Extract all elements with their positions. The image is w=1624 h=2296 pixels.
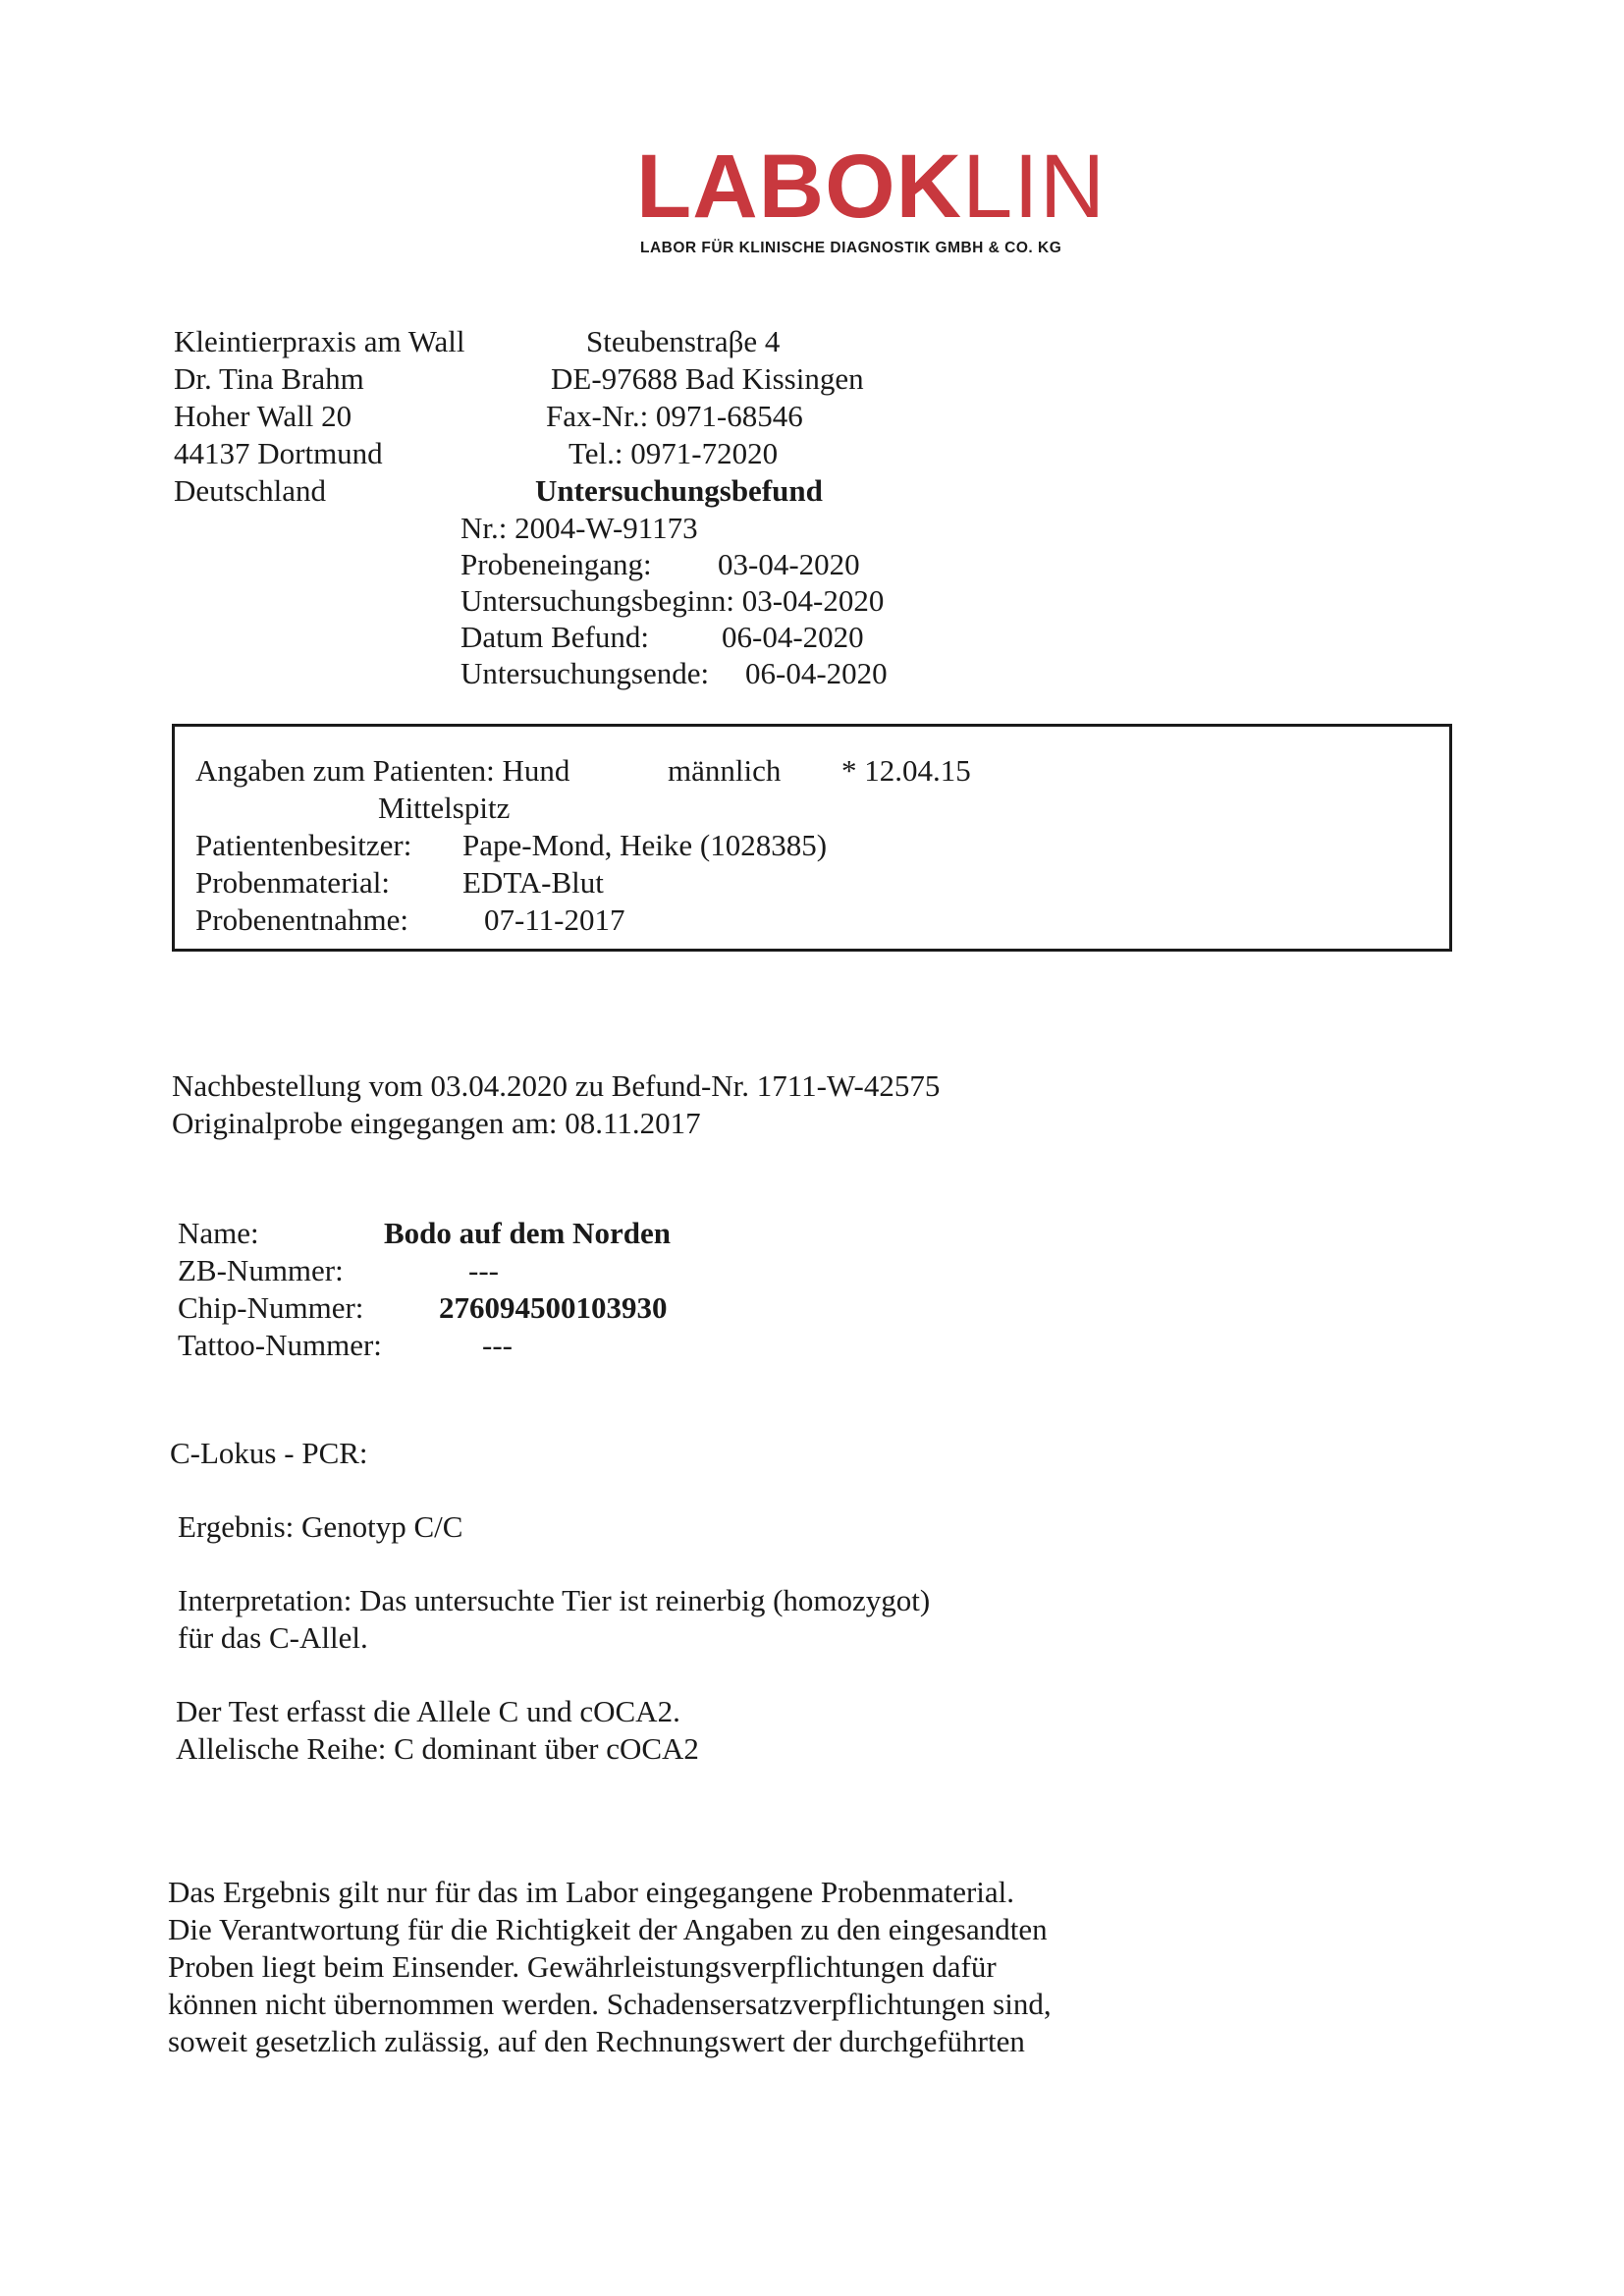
interpretation-line2: für das C-Allel. bbox=[178, 1620, 368, 1655]
owner-value: Pape-Mond, Heike (1028385) bbox=[462, 828, 828, 862]
sampling-value: 07-11-2017 bbox=[484, 902, 625, 937]
recipient-country: Deutschland bbox=[174, 473, 326, 508]
sender-fax: Fax-Nr.: 0971-68546 bbox=[546, 399, 803, 433]
material-value: EDTA-Blut bbox=[462, 865, 604, 900]
untersuchungsende-label: Untersuchungsende: bbox=[460, 656, 710, 690]
sampling-label: Probenentnahme: bbox=[195, 902, 408, 937]
zb-number-label: ZB-Nummer: bbox=[178, 1253, 344, 1287]
patient-birthdate: * 12.04.15 bbox=[841, 753, 971, 788]
test-heading: C-Lokus - PCR: bbox=[170, 1436, 368, 1470]
disclaimer-line5: soweit gesetzlich zulässig, auf den Rechnungswert der durchgeführten bbox=[168, 2024, 1025, 2058]
sender-city: DE-97688 Bad Kissingen bbox=[551, 361, 864, 396]
test-note-alleles: Der Test erfasst die Allele C und cOCA2. bbox=[176, 1694, 680, 1728]
recipient-city: 44137 Dortmund bbox=[174, 436, 383, 470]
reorder-line: Nachbestellung vom 03.04.2020 zu Befund-Nr. 1711-W-42575 bbox=[172, 1068, 941, 1103]
chip-number-value: 276094500103930 bbox=[439, 1290, 668, 1325]
owner-label: Patientenbesitzer: bbox=[195, 828, 412, 862]
recipient-street: Hoher Wall 20 bbox=[174, 399, 352, 433]
disclaimer-line3: Proben liegt beim Einsender. Gewährleistungsverpflichtungen dafür bbox=[168, 1949, 997, 1984]
probeneingang-value: 03-04-2020 bbox=[718, 547, 860, 581]
patient-breed: Mittelspitz bbox=[378, 791, 511, 825]
laboklin-logo bbox=[636, 137, 1137, 237]
animal-name-label: Name: bbox=[178, 1216, 259, 1250]
recipient-practice: Kleintierpraxis am Wall bbox=[174, 324, 465, 358]
tattoo-number-value: --- bbox=[482, 1328, 513, 1362]
befund-date-label: Datum Befund: bbox=[460, 620, 649, 654]
logo-subtitle: LABOR FÜR KLINISCHE DIAGNOSTIK GMBH & CO. KG bbox=[640, 240, 1062, 256]
disclaimer-line4: können nicht übernommen werden. Schadensersatzverpflichtungen sind, bbox=[168, 1987, 1052, 2021]
probeneingang-label: Probeneingang: bbox=[460, 547, 652, 581]
sender-street: Steubenstraβe 4 bbox=[586, 324, 781, 358]
report-title: Untersuchungsbefund bbox=[535, 473, 823, 508]
animal-name-value: Bodo auf dem Norden bbox=[384, 1216, 671, 1250]
test-note-series: Allelische Reihe: C dominant über cOCA2 bbox=[176, 1731, 699, 1766]
interpretation-line1: Interpretation: Das untersuchte Tier ist reinerbig (homozygot) bbox=[178, 1583, 931, 1617]
material-label: Probenmaterial: bbox=[195, 865, 390, 900]
befund-date-value: 06-04-2020 bbox=[722, 620, 864, 654]
original-sample-line: Originalprobe eingegangen am: 08.11.2017 bbox=[172, 1106, 701, 1140]
tattoo-number-label: Tattoo-Nummer: bbox=[178, 1328, 382, 1362]
untersuchungsbeginn: Untersuchungsbeginn: 03-04-2020 bbox=[460, 583, 885, 618]
chip-number-label: Chip-Nummer: bbox=[178, 1290, 364, 1325]
logo-text-end: LIN bbox=[962, 137, 1107, 237]
patient-sex: männlich bbox=[668, 753, 782, 788]
disclaimer-line2: Die Verantwortung für die Richtigkeit der Angaben zu den eingesandten bbox=[168, 1912, 1048, 1946]
logo-text-main: LABOK bbox=[636, 137, 963, 237]
recipient-doctor: Dr. Tina Brahm bbox=[174, 361, 364, 396]
report-number: Nr.: 2004-W-91173 bbox=[460, 511, 698, 545]
test-result: Ergebnis: Genotyp C/C bbox=[178, 1509, 463, 1544]
patient-species: Angaben zum Patienten: Hund bbox=[195, 753, 570, 788]
disclaimer-line1: Das Ergebnis gilt nur für das im Labor eingegangene Probenmaterial. bbox=[168, 1875, 1015, 1909]
sender-tel: Tel.: 0971-72020 bbox=[568, 436, 779, 470]
untersuchungsende-value: 06-04-2020 bbox=[745, 656, 888, 690]
zb-number-value: --- bbox=[468, 1253, 499, 1287]
